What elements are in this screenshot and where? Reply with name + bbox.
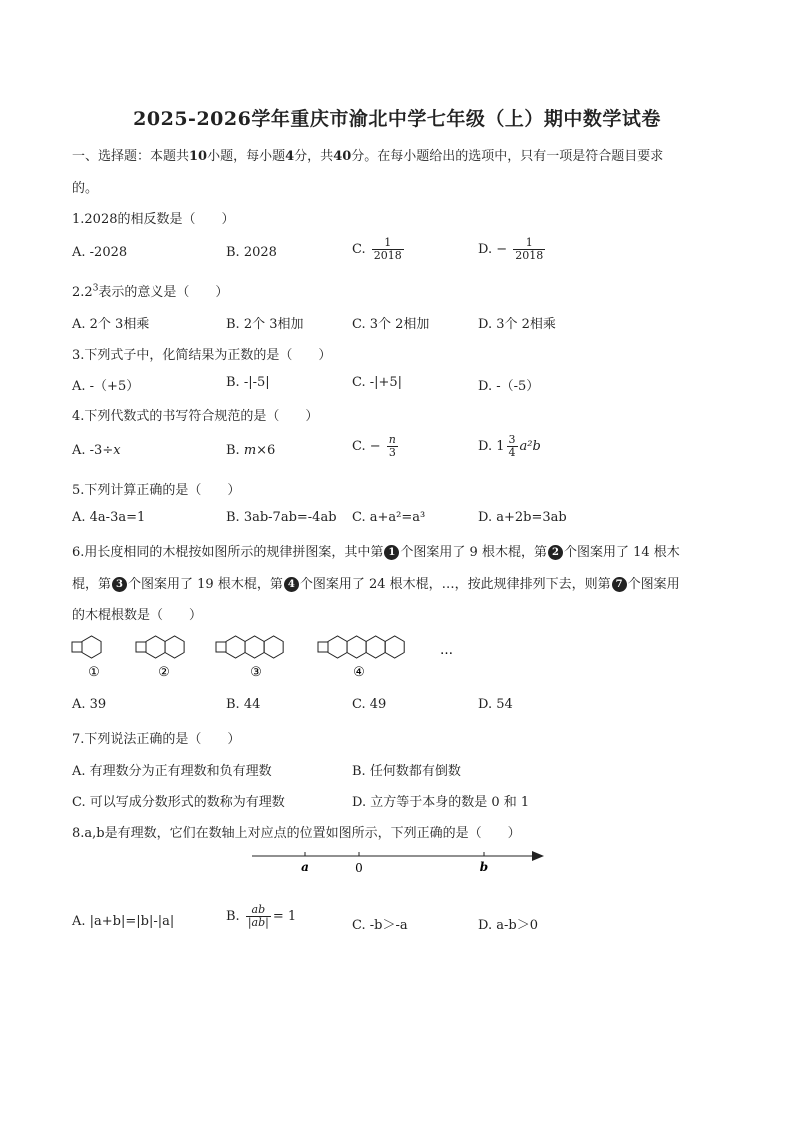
q7-option-c[interactable]: C. 可以写成分数形式的数称为有理数	[72, 795, 285, 810]
q7-option-b[interactable]: B. 任何数都有倒数	[352, 764, 461, 779]
q5-option-c[interactable]: C. a+a²=a³	[352, 510, 426, 525]
pattern-3-hexagon	[264, 636, 283, 658]
fraction	[372, 237, 404, 262]
fraction	[246, 904, 271, 929]
q1-stem: 1.2028的相反数是（ ）	[72, 212, 235, 227]
q8-option-d[interactable]: D. a-b＞0	[478, 918, 538, 933]
instr-text: 一、选择题：本题共	[72, 149, 190, 164]
circled-number: 7	[612, 577, 627, 592]
option-text: A. -3÷	[72, 443, 114, 458]
q8-option-a[interactable]: A. |a+b|=|b|-|a|	[72, 914, 175, 929]
fraction	[513, 237, 545, 262]
label-a: a	[301, 860, 309, 874]
pattern-2-square	[136, 642, 146, 652]
pattern-4-square	[318, 642, 328, 652]
option-label: C.	[352, 242, 366, 257]
option-text: ×6	[256, 443, 276, 458]
numerator: ab	[251, 903, 266, 916]
pattern-4-hexagon	[328, 636, 347, 658]
circled-number: 2	[548, 545, 563, 560]
q7-stem: 7.下列说法正确的是（ ）	[72, 732, 241, 747]
axis-arrow	[532, 851, 544, 861]
stem-text: 个图案用了 24 根木棍，…，按此规律排列下去，则第	[299, 577, 611, 592]
option-label: D. 1	[478, 439, 505, 454]
q6-stem-line3: 的木棍根数是（ ）	[72, 608, 203, 623]
pattern-4-hexagon	[385, 636, 404, 658]
denominator: 2018	[515, 249, 544, 262]
option-text: = 1	[272, 909, 297, 924]
points-total: 40	[333, 149, 352, 164]
circled-number: 4	[284, 577, 299, 592]
option-text: a²b	[519, 439, 541, 454]
q4-option-c[interactable]	[352, 434, 400, 459]
pattern-4-hexagon	[366, 636, 385, 658]
numerator: 1	[525, 236, 533, 249]
q2-option-b[interactable]: B. 2个 3相加	[226, 317, 304, 332]
q8-stem: 8.a,b是有理数，它们在数轴上对应点的位置如图所示，下列正确的是（ ）	[72, 826, 521, 841]
stem-text: 个图案用了 19 根木棍，第	[128, 577, 283, 592]
q4-option-d[interactable]	[478, 434, 541, 459]
q5-option-d[interactable]: D. a+2b=3ab	[478, 510, 567, 525]
stem-text: 6.用长度相同的木棍按如图所示的规律拼图案，其中第	[72, 545, 384, 560]
denominator: 4	[508, 446, 516, 459]
q6-option-a[interactable]: A. 39	[72, 697, 107, 712]
q3-stem: 3.下列式子中，化简结果为正数的是（ ）	[72, 348, 332, 363]
q1-option-a[interactable]: A. -2028	[72, 245, 128, 260]
q1-option-c[interactable]	[352, 237, 406, 262]
circled-number: 3	[112, 577, 127, 592]
pattern-4-hexagon	[347, 636, 366, 658]
pattern-1-hexagon	[82, 636, 101, 658]
pattern-3-square	[216, 642, 226, 652]
instr-text: 小题，每小题	[207, 149, 286, 164]
stem-text: 个图案用了 9 根木棍，第	[400, 545, 547, 560]
numerator: 1	[384, 236, 392, 249]
pattern-3-hexagon	[245, 636, 264, 658]
stem-text: 2.2	[72, 285, 93, 300]
label-zero: 0	[355, 861, 363, 875]
exponent: 3	[92, 283, 99, 294]
q6-stem-line1	[72, 541, 680, 560]
instr-text: 分。在每小题给出的选项中，只有一项是符合题目要求	[351, 149, 664, 164]
instr-text: 分，共	[294, 149, 334, 164]
q1-option-b[interactable]: B. 2028	[226, 245, 277, 260]
option-label: B.	[226, 443, 244, 458]
q7-option-a[interactable]: A. 有理数分为正有理数和负有理数	[72, 764, 272, 779]
q3-option-c[interactable]: C. -|+5|	[352, 375, 403, 390]
denominator: 2018	[373, 249, 402, 262]
q5-stem: 5.下列计算正确的是（ ）	[72, 483, 241, 498]
q2-option-d[interactable]: D. 3个 2相乘	[478, 317, 556, 332]
q8-option-c[interactable]: C. -b＞-a	[352, 918, 408, 933]
variable: x	[113, 443, 121, 458]
section-instructions-end: 的。	[72, 181, 99, 196]
q4-option-a[interactable]	[72, 443, 121, 458]
figure-ellipsis: …	[440, 643, 453, 658]
q6-option-c[interactable]: C. 49	[352, 697, 387, 712]
q3-option-a[interactable]: A. -（+5）	[72, 379, 140, 394]
page-title: 2025-2026学年重庆市渝北中学七年级（上）期中数学试卷	[133, 108, 661, 130]
number-line	[248, 846, 548, 880]
section-instructions	[72, 145, 663, 164]
pattern-2-hexagon	[146, 636, 165, 658]
denominator: |ab|	[247, 916, 269, 929]
q3-option-d[interactable]: D. -（-5）	[478, 379, 540, 394]
q5-option-b[interactable]: B. 3ab-7ab=-4ab	[226, 510, 337, 525]
figure-label-1: ①	[88, 665, 100, 680]
denominator: 3	[388, 446, 396, 459]
numerator: n	[388, 433, 396, 446]
q6-option-d[interactable]: D. 54	[478, 697, 513, 712]
variable: m	[243, 443, 257, 458]
q1-option-d[interactable]	[478, 237, 547, 262]
stem-text: 表示的意义是（ ）	[98, 285, 229, 300]
q2-option-a[interactable]: A. 2个 3相乘	[72, 317, 150, 332]
q8-option-b[interactable]	[226, 904, 296, 929]
stick-pattern-figure	[60, 628, 480, 688]
pattern-1-square	[72, 642, 82, 652]
pattern-3-hexagon	[226, 636, 245, 658]
pattern-2-hexagon	[165, 636, 184, 658]
figure-label-4: ④	[353, 665, 365, 680]
fraction	[507, 434, 518, 459]
stem-text: 个图案用	[627, 577, 680, 592]
figure-label-2: ②	[158, 665, 170, 680]
q6-option-b[interactable]: B. 44	[226, 697, 261, 712]
num-questions: 10	[189, 149, 208, 164]
fraction	[387, 434, 398, 459]
label-b: b	[479, 860, 489, 874]
stem-text: 棍，第	[72, 577, 112, 592]
q7-option-d[interactable]: D. 立方等于本身的数是 0 和 1	[352, 795, 530, 810]
q2-stem	[72, 281, 228, 300]
points-each: 4	[285, 149, 295, 164]
option-label: C. −	[352, 439, 381, 454]
numerator: 3	[508, 433, 516, 446]
figure-label-3: ③	[250, 665, 262, 680]
circled-number: 1	[384, 545, 399, 560]
option-label: D. −	[478, 242, 508, 257]
stem-text: 个图案用了 14 根木	[563, 545, 680, 560]
q4-option-b[interactable]	[226, 443, 275, 458]
q5-option-a[interactable]: A. 4a-3a=1	[72, 510, 146, 525]
q4-stem: 4.下列代数式的书写符合规范的是（ ）	[72, 409, 319, 424]
q6-stem-line2	[72, 573, 680, 592]
q2-option-c[interactable]: C. 3个 2相加	[352, 317, 430, 332]
q3-option-b[interactable]: B. -|-5|	[226, 375, 270, 390]
option-label: B.	[226, 909, 240, 924]
